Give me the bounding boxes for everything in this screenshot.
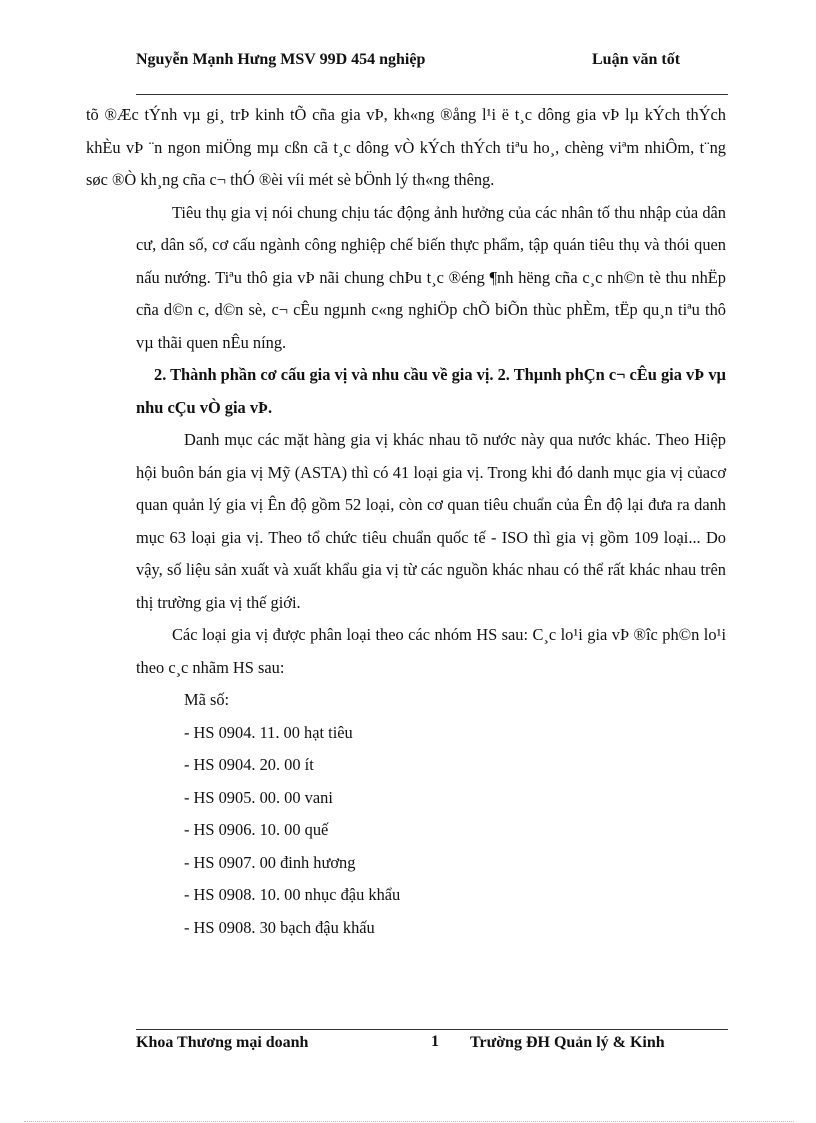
header-thesis-title: Luận văn tốt <box>592 51 681 68</box>
hs-code-item: - HS 0905. 00. 00 vani <box>184 787 333 807</box>
paragraph-garbled-intro: tõ ®Æc tÝnh vµ gi¸ trÞ kinh tÕ cña gia vÞ, kh«ng ®ång l¹i ë t¸c dông gia vÞ lµ kÝch thÝch khÈu vÞ ¨n ngon miÖng mµ cßn cã t¸c dông vÒ kÝch thÝch tiªu ho¸, chèng viªm nhiÔm, t¨ng søc ®Ò kh¸ng cña c¬ thÓ ®èi víi mét sè bÖnh lý th«ng thêng. <box>86 105 726 189</box>
hs-code-item: - HS 0904. 20. 00 ít <box>184 755 314 774</box>
header-author: Nguyễn Mạnh Hưng MSV 99D 454 nghiệp <box>136 51 426 68</box>
paragraph-catalogue: Danh mục các mặt hàng gia vị khác nhau tõ nước này qua nước khác. Theo Hiệp hội buôn bán gia vị Mỹ (ASTA) thì có 41 loại gia vị. Trong khi đó danh mục gia vị củacơ quan quản lý gia vị Ên độ gồm 52 loại, còn cơ quan tiêu chuẩn của Ên độ lại đưa ra danh mục 63 loại gia vị. Theo tổ chức tiêu chuẩn quốc tế - ISO thì gia vị gồm 109 loại... Do vậy, số liệu sản xuất và xuất khẩu gia vị từ các nguồn khác nhau có thể rất khác nhau trên thị trường gia vị thế giới. <box>136 430 726 612</box>
paragraph-consumption: Tiêu thụ gia vị nói chung chịu tác động ảnh hưởng của các nhân tố thu nhập của dân cư, dân số, cơ cấu ngành công nghiệp chế biến thực phẩm, tập quán tiêu thụ và thói quen nấu nướng. Tiªu thô gia vÞ nãi chung chÞu t¸c ®éng ¶nh hëng cña c¸c nh©n tè thu nhËp cña d©n c, d©n sè, c¬ cÊu ngµnh c«ng nghiÖp chÕ biÕn thùc phÈm, tËp qu¸n tiªu thô vµ thãi quen nÊu níng. <box>136 202 726 352</box>
page-bottom-edge <box>24 1121 794 1122</box>
footer-faculty: Khoa Thương mại doanh <box>136 1034 309 1051</box>
page-header <box>136 50 728 95</box>
page-footer <box>136 1029 728 1051</box>
page-number: 1 <box>431 1033 439 1050</box>
footer-university: Trường ĐH Quản lý & Kinh <box>470 1034 665 1051</box>
document-body <box>86 99 726 944</box>
hs-code-item: - HS 0906. 10. 00 quế <box>184 820 329 839</box>
hs-code-item: - HS 0904. 11. 00 hạt tiêu <box>184 722 353 742</box>
section-heading: 2. Thành phần cơ cấu gia vị và nhu cầu về gia vị. 2. Thµnh phÇn c¬ cÊu gia vÞ vµ nhu cÇu vÒ gia vÞ. <box>136 365 726 417</box>
hs-code-item: - HS 0907. 00 đinh hương <box>184 852 356 872</box>
hs-code-item: - HS 0908. 10. 00 nhục đậu khẩu <box>184 885 401 904</box>
hs-code-item: - HS 0908. 30 bạch đậu khấu <box>184 917 375 937</box>
hs-code-label: Mã số: <box>184 690 230 709</box>
hs-code-list <box>136 684 726 944</box>
paragraph-hs-groups: Các loại gia vị được phân loại theo các nhóm HS sau: C¸c lo¹i gia vÞ ®îc ph©n lo¹i theo c¸c nhãm HS sau: <box>136 625 726 677</box>
